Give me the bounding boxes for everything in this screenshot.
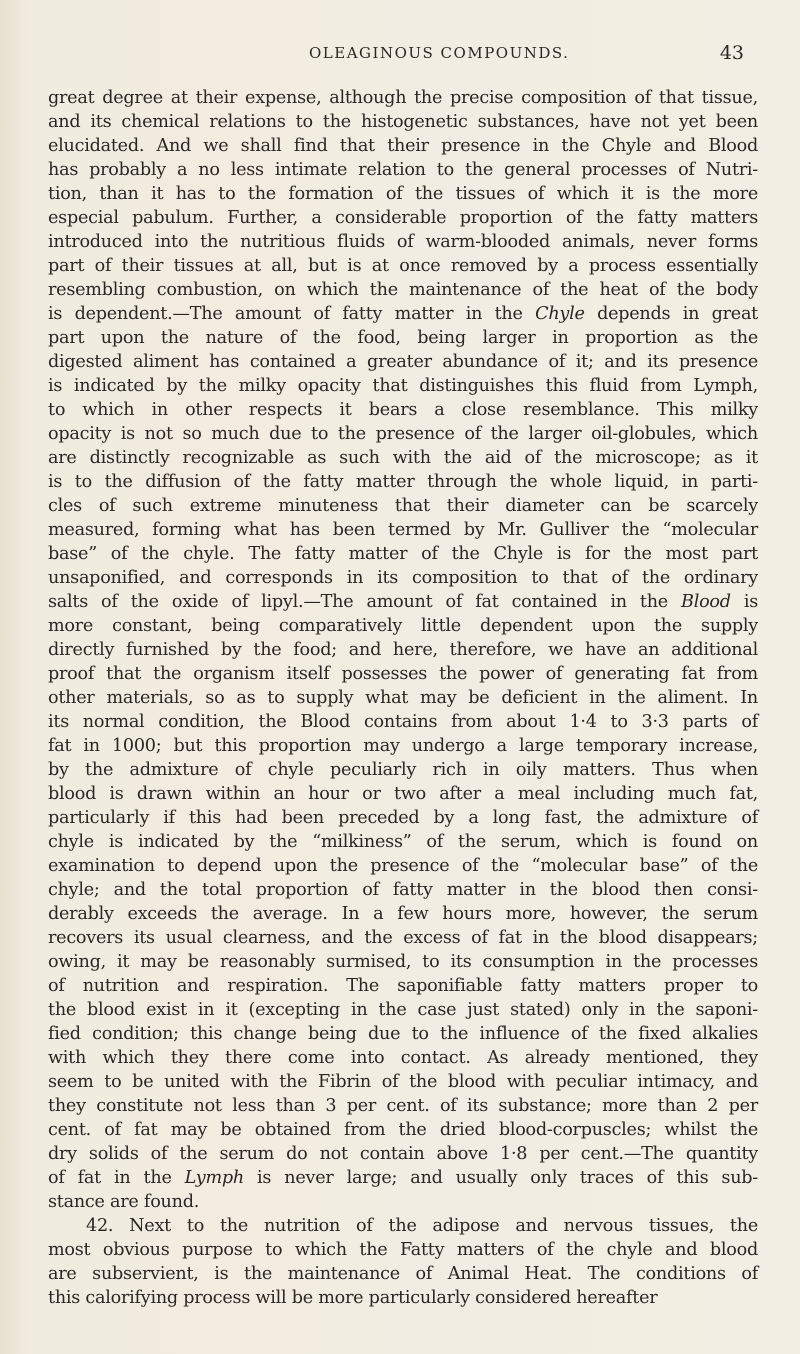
- text-line: with which they there come into contact. As already mentioned, they: [48, 1048, 758, 1068]
- text-line: stance are found.: [48, 1192, 200, 1212]
- text-line: derably exceeds the average. In a few hours more, however, the serum: [48, 904, 758, 924]
- text-line: opacity is not so much due to the presence of the larger oil-globules, which: [48, 424, 758, 444]
- text-line: is indicated by the milky opacity that distinguishes this fluid from Lymph,: [48, 376, 758, 396]
- text-line: is dependent.—The amount of fatty matter in the Chyle depends in great: [48, 304, 759, 324]
- text-line: of nutrition and respiration. The saponifiable fatty matters proper to: [48, 976, 758, 996]
- text-line: directly furnished by the food; and here, therefore, we have an additional: [48, 640, 758, 660]
- body-text: [48, 86, 758, 1310]
- text-line: elucidated. And we shall find that their presence in the Chyle and Blood: [48, 136, 758, 156]
- text-line: the blood exist in it (excepting in the case just stated) only in the saponi-: [48, 1000, 758, 1020]
- text-line: is to the diffusion of the fatty matter through the whole liquid, in parti-: [48, 472, 758, 492]
- text-line: digested aliment has contained a greater abundance of it; and its presence: [48, 352, 758, 372]
- text-line: especial pabulum. Further, a considerable proportion of the fatty matters: [48, 208, 758, 228]
- text-line: other materials, so as to supply what may be deficient in the aliment. In: [48, 688, 758, 708]
- text-line: proof that the organism itself possesses the power of generating fat from: [48, 664, 758, 684]
- text-line: dry solids of the serum do not contain above 1·8 per cent.—The quantity: [48, 1144, 758, 1164]
- text-line: measured, forming what has been termed by Mr. Gulliver the “molecular: [48, 520, 758, 540]
- text-line: part upon the nature of the food, being larger in proportion as the: [48, 328, 758, 348]
- text-line: are subservient, is the maintenance of Animal Heat. The conditions of: [48, 1264, 758, 1284]
- text-line: great degree at their expense, although the precise composition of that tissue,: [48, 88, 758, 108]
- text-line: cles of such extreme minuteness that their diameter can be scarcely: [48, 496, 758, 516]
- text-line: fat in 1000; but this proportion may undergo a large temporary increase,: [48, 736, 758, 756]
- text-line: examination to depend upon the presence of the “molecular base” of the: [48, 856, 758, 876]
- text-line: recovers its usual clearness, and the excess of fat in the blood disappears;: [48, 928, 758, 948]
- text-line: salts of the oxide of lipyl.—The amount of fat contained in the Blood is: [48, 592, 759, 612]
- text-line: are distinctly recognizable as such with the aid of the microscope; as it: [48, 448, 758, 468]
- text-line: they constitute not less than 3 per cent. of its substance; more than 2 per: [48, 1096, 758, 1116]
- page-header: [0, 44, 800, 76]
- text-line: introduced into the nutritious fluids of warm-blooded animals, never forms: [48, 232, 758, 252]
- text-line: has probably a no less intimate relation to the general processes of Nutri-: [48, 160, 758, 180]
- text-line: of fat in the Lymph is never large; and usually only traces of this sub-: [48, 1168, 758, 1188]
- text-line: fied condition; this change being due to the influence of the fixed alkalies: [48, 1024, 758, 1044]
- text-line: cent. of fat may be obtained from the dried blood-corpuscles; whilst the: [48, 1120, 758, 1140]
- text-line: 42. Next to the nutrition of the adipose and nervous tissues, the: [86, 1216, 758, 1236]
- text-line: chyle is indicated by the “milkiness” of the serum, which is found on: [48, 832, 758, 852]
- text-line: blood is drawn within an hour or two after a meal including much fat,: [48, 784, 758, 804]
- text-line: most obvious purpose to which the Fatty matters of the chyle and blood: [48, 1240, 758, 1260]
- text-line: to which in other respects it bears a close resemblance. This milky: [48, 400, 758, 420]
- text-line: by the admixture of chyle peculiarly rich in oily matters. Thus when: [48, 760, 758, 780]
- text-line: tion, than it has to the formation of the tissues of which it is the more: [48, 184, 758, 204]
- text-line: particularly if this had been preceded by a long fast, the admixture of: [48, 808, 758, 828]
- text-line: its normal condition, the Blood contains from about 1·4 to 3·3 parts of: [48, 712, 758, 732]
- text-line: chyle; and the total proportion of fatty matter in the blood then consi-: [48, 880, 758, 900]
- running-head: OLEAGINOUS COMPOUNDS.: [309, 44, 570, 62]
- text-line: part of their tissues at all, but is at once removed by a process essentially: [48, 256, 758, 276]
- text-line: resembling combustion, on which the maintenance of the heat of the body: [48, 280, 758, 300]
- text-line: seem to be united with the Fibrin of the blood with peculiar intimacy, and: [48, 1072, 758, 1092]
- text-line: more constant, being comparatively little dependent upon the supply: [48, 616, 758, 636]
- text-line: base” of the chyle. The fatty matter of the Chyle is for the most part: [48, 544, 758, 564]
- text-line: and its chemical relations to the histogenetic substances, have not yet been: [48, 112, 758, 132]
- text-line: owing, it may be reasonably surmised, to its consumption in the processes: [48, 952, 758, 972]
- text-line: this calorifying process will be more particularly considered hereafter: [48, 1288, 658, 1308]
- text-line: unsaponified, and corresponds in its composition to that of the ordinary: [48, 568, 758, 588]
- page-number: 43: [719, 42, 744, 64]
